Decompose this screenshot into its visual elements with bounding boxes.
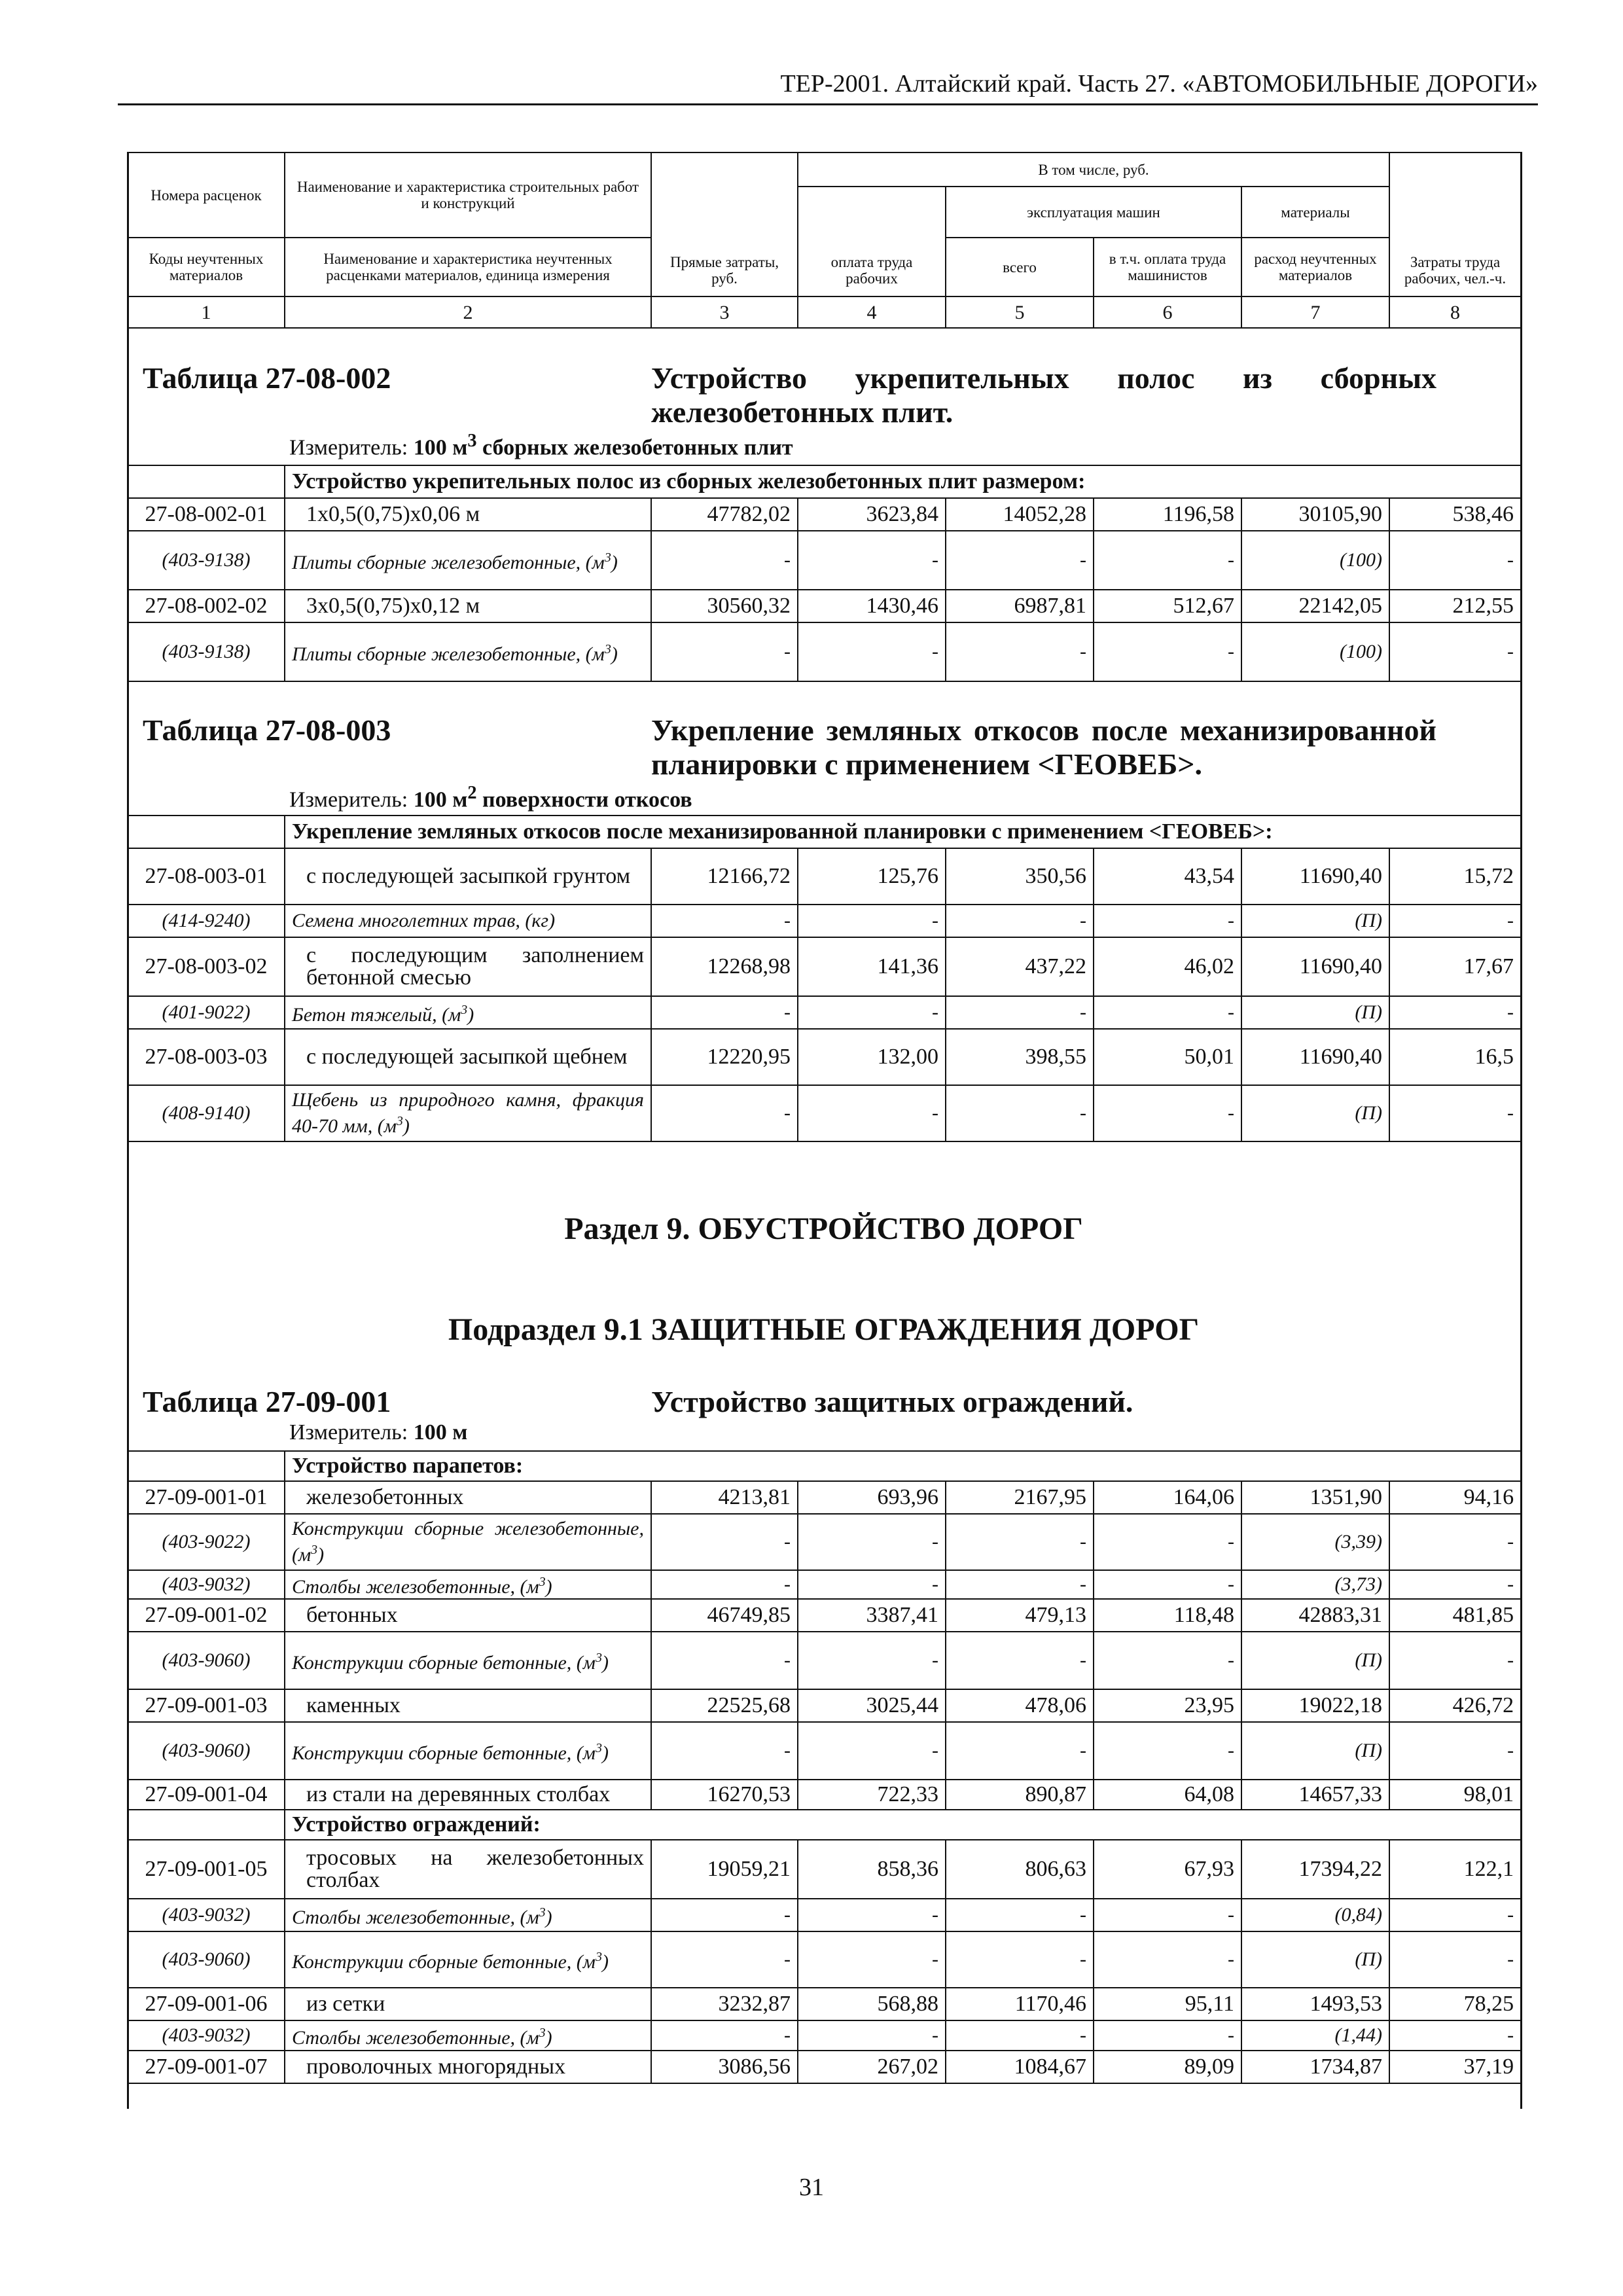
measure-line [289, 783, 692, 812]
measure-label: Измеритель: [289, 435, 408, 460]
material-row: (403-9032) Столбы железобетонные, $(м^3)$ - - - - (0,84) - [128, 1899, 1521, 1931]
measure-object: сборных железобетонных плит [476, 435, 793, 460]
measure-unit: 100 м [413, 1420, 468, 1444]
group-heading: Устройство ограждений: [285, 1810, 1521, 1840]
column-header-table [127, 152, 1522, 329]
table-row: 27-08-003-02 с последующим заполнением бетонной смесью 12268,98 141,36 437,22 46,02 11690,40 17,67 [128, 937, 1521, 996]
col6-head: в т.ч. оплата труда машинистов [1094, 238, 1241, 296]
table-row: 27-09-001-02 бетонных 46749,85 3387,41 479,13 118,48 42883,31 481,85 [128, 1599, 1521, 1632]
table-row: 27-09-001-01 железобетонных 4213,81 693,96 2167,95 164,06 1351,90 94,16 [128, 1481, 1521, 1514]
col1-head-a: Номера расценок [128, 152, 285, 238]
table-27-09-001 [127, 1450, 1522, 2084]
col-number: 2 [285, 296, 651, 328]
col5-head: всего [946, 238, 1094, 296]
table-row: 27-08-002-01 1х0,5(0,75)х0,06 м 47782,02 3623,84 14052,28 1196,58 30105,90 538,46 [128, 498, 1521, 531]
col-number: 4 [798, 296, 946, 328]
col1-head-b: Коды неучтенных материалов [128, 238, 285, 296]
material-row: (403-9060) Конструкции сборные бетонные, $(м^3)$ - - - - (П) - [128, 1722, 1521, 1780]
table-row: 27-08-003-01 с последующей засыпкой грунтом 12166,72 125,76 350,56 43,54 11690,40 15,72 [128, 848, 1521, 905]
col-number: 5 [946, 296, 1094, 328]
material-row: (403-9138) Плиты сборные железобетонные, $(м^3)$ - - - - (100) - [128, 622, 1521, 681]
col7-head: расход неучтенных материалов [1241, 238, 1389, 296]
material-row: (403-9022) Конструкции сборные железобетонные, $(м^3)$ - - - - (3,39) - [128, 1514, 1521, 1570]
group-heading: Устройство укрепительных полос из сборных железобетонных плит размером: [285, 465, 1521, 498]
measure-line [289, 1420, 467, 1445]
measure-line [289, 431, 793, 460]
col2-head-b: Наименование и характеристика неучтенных расценками материалов, единица измерения [285, 238, 651, 296]
table-27-08-003 [127, 815, 1522, 1142]
machines-head: эксплуатация машин [946, 187, 1241, 238]
measure-object: поверхности откосов [476, 787, 692, 812]
col-number: 3 [651, 296, 798, 328]
material-row: (403-9032) Столбы железобетонные, $(м^3)$ - - - - (3,73) - [128, 1570, 1521, 1599]
table-row: 27-08-003-03 с последующей засыпкой щебнем 12220,95 132,00 398,55 50,01 11690,40 16,5 [128, 1029, 1521, 1085]
table-title: Таблица 27-08-002 [143, 361, 391, 395]
measure-unit: 100 м [413, 787, 468, 812]
incl-head: В том числе, руб. [798, 152, 1389, 187]
table-27-08-002 [127, 465, 1522, 682]
section-title: Раздел 9. ОБУСТРОЙСТВО ДОРОГ [564, 1211, 1083, 1246]
table-row: 27-08-002-02 3х0,5(0,75)х0,12 м 30560,32 1430,46 6987,81 512,67 22142,05 212,55 [128, 590, 1521, 622]
table-row: 27-09-001-03 каменных 22525,68 3025,44 478,06 23,95 19022,18 426,72 [128, 1689, 1521, 1722]
materials-head: материалы [1241, 187, 1389, 238]
material-row: (408-9140) Щебень из природного камня, фракция 40-70 мм, $(м^3)$ - - - - (П) - [128, 1085, 1521, 1141]
col-number: 6 [1094, 296, 1241, 328]
table-row: 27-09-001-04 из стали на деревянных столбах 16270,53 722,33 890,87 64,08 14657,33 98,01 [128, 1780, 1521, 1810]
col3-head: Прямые затраты, руб. [651, 152, 798, 296]
table-row: 27-09-001-06 из сетки 3232,87 568,88 1170,46 95,11 1493,53 78,25 [128, 1988, 1521, 2020]
material-row: (403-9138) Плиты сборные железобетонные, $(м^3)$ - - - - (100) - [128, 531, 1521, 590]
col8-head: Затраты труда рабочих, чел.-ч. [1389, 152, 1521, 296]
material-row: (414-9240) Семена многолетних трав, (кг) - - - - (П) - [128, 905, 1521, 937]
measure-unit-exp: 2 [467, 783, 477, 803]
col4-head: оплата труда рабочих [798, 187, 946, 296]
measure-label: Измеритель: [289, 787, 408, 812]
material-row: (403-9060) Конструкции сборные бетонные, $(м^3)$ - - - - (П) - [128, 1632, 1521, 1689]
measure-label: Измеритель: [289, 1420, 408, 1444]
page-number: 31 [799, 2174, 824, 2201]
table-title: Таблица 27-09-001 [143, 1385, 391, 1418]
material-row: (401-9022) Бетон тяжелый, $(м^3)$ - - - - (П) - [128, 996, 1521, 1029]
running-header: ТЕР-2001. Алтайский край. Часть 27. «АВТОМОБИЛЬНЫЕ ДОРОГИ» [118, 65, 1538, 105]
material-row: (403-9060) Конструкции сборные бетонные, $(м^3)$ - - - - (П) - [128, 1931, 1521, 1988]
table-title: Таблица 27-08-003 [143, 713, 391, 747]
table-name: Укрепление земляных откосов после механизированной планировки с применением <ГЕОВЕБ>. [651, 713, 1436, 781]
table-name: Устройство защитных ограждений. [651, 1385, 1133, 1418]
col-number: 7 [1241, 296, 1389, 328]
subsection-title: Подраздел 9.1 ЗАЩИТНЫЕ ОГРАЖДЕНИЯ ДОРОГ [448, 1312, 1200, 1347]
group-heading: Устройство парапетов: [285, 1451, 1521, 1481]
table-row: 27-09-001-05 тросовых на железобетонных столбах 19059,21 858,36 806,63 67,93 17394,22 122,1 [128, 1840, 1521, 1899]
col-number: 1 [128, 296, 285, 328]
measure-unit-exp: 3 [467, 431, 477, 451]
group-heading: Укрепление земляных откосов после механизированной планировки с применением <ГЕОВЕБ>: [285, 816, 1521, 848]
table-row: 27-09-001-07 проволочных многорядных 3086,56 267,02 1084,67 89,09 1734,87 37,19 [128, 2051, 1521, 2083]
col-number: 8 [1389, 296, 1521, 328]
table-name: Устройство укрепительных полос из сборных железобетонных плит. [651, 361, 1436, 429]
col2-head-a: Наименование и характеристика строительных работ и конструкций [285, 152, 651, 238]
measure-unit: 100 м [413, 435, 468, 460]
material-row: (403-9032) Столбы железобетонные, $(м^3)$ - - - - (1,44) - [128, 2020, 1521, 2051]
